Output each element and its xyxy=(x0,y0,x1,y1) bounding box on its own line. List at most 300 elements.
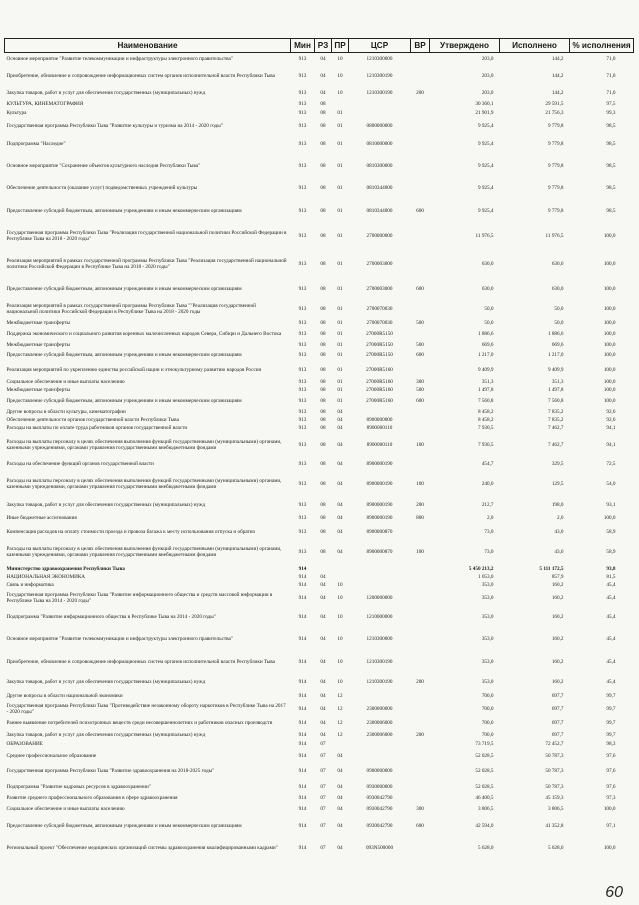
table-row xyxy=(5,280,634,300)
cell-approved: 700,0 xyxy=(481,720,494,727)
cell-pr: 04 xyxy=(337,425,343,432)
cell-name: Реализация мероприятий по укреплению единства российской нации и этнокультурному развитию народов России xyxy=(6,366,262,373)
cell-csr: 0800000000 xyxy=(366,123,393,130)
cell-rz: 08 xyxy=(320,378,326,385)
cell-pr: 01 xyxy=(337,141,343,148)
cell-min: 913 xyxy=(298,408,307,415)
table-row xyxy=(5,119,634,136)
cell-min: 913 xyxy=(298,481,307,488)
column-header-executed: Исполнено xyxy=(500,39,570,53)
table-row xyxy=(5,692,634,703)
cell-pr xyxy=(332,741,349,750)
table-body xyxy=(5,53,634,860)
cell-executed: 50,0 xyxy=(554,305,564,312)
cell-name: Закупка товаров, работ и услуг для обеспечения государственных (муниципальных) нужд xyxy=(6,89,206,96)
cell-pr: 04 xyxy=(337,768,343,775)
cell-name: Другие вопросы в области культуры, кинематографии xyxy=(6,408,126,415)
budget-execution-table-container xyxy=(4,38,633,860)
cell-rz: 08 xyxy=(320,502,326,509)
cell-min: 913 xyxy=(298,366,307,373)
cell-pr: 12 xyxy=(337,705,343,712)
cell-approved: 353,0 xyxy=(481,613,494,620)
cell-approved: 8 458,2 xyxy=(477,416,494,423)
cell-min: 914 xyxy=(298,741,307,748)
cell-pr: 04 xyxy=(337,844,343,851)
cell-name: Расходы на выплаты персоналу в целях обеспечения выполнения функций государственными (муниципальными) органами, казенными учреждениями, органами управления государственными внебюджетными фондами xyxy=(6,439,282,451)
cell-name: Государственная программа Республики Тыва "Развитие культуры и туризма на 2014 - 2020 годы" xyxy=(6,123,223,130)
cell-approved: 50,0 xyxy=(484,305,494,312)
budget-execution-table xyxy=(4,38,634,860)
cell-executed: 45 159,3 xyxy=(545,795,564,802)
cell-pr: 01 xyxy=(337,319,343,326)
cell-csr: 0900000000 xyxy=(366,768,393,775)
cell-vr xyxy=(411,53,430,68)
cell-executed: 329,5 xyxy=(551,461,564,468)
cell-percent: 100,0 xyxy=(603,397,616,404)
cell-pr xyxy=(332,101,349,110)
cell-min: 914 xyxy=(298,823,307,830)
cell-rz: 08 xyxy=(320,341,326,348)
cell-name: Среднее профессиональное образование xyxy=(6,752,97,759)
table-row xyxy=(5,652,634,675)
cell-percent: 100,0 xyxy=(603,366,616,373)
table-row xyxy=(5,591,634,608)
cell-pr: 04 xyxy=(337,752,343,759)
cell-rz xyxy=(315,566,332,574)
cell-executed: 160,2 xyxy=(551,613,564,620)
cell-percent: 92,6 xyxy=(606,408,616,415)
cell-min: 913 xyxy=(298,123,307,130)
cell-pr: 10 xyxy=(337,659,343,666)
cell-executed: 160,2 xyxy=(551,679,564,686)
cell-executed: 9 409,9 xyxy=(547,366,564,373)
cell-csr: 0930042790 xyxy=(366,795,393,802)
cell-pr: 01 xyxy=(337,207,343,214)
cell-vr xyxy=(411,110,430,119)
cell-pr: 10 xyxy=(337,89,343,96)
cell-rz: 08 xyxy=(320,185,326,192)
cell-executed: 630,0 xyxy=(551,285,564,292)
cell-rz: 08 xyxy=(320,330,326,337)
cell-executed: 11 976,5 xyxy=(545,232,564,239)
cell-min: 913 xyxy=(298,442,307,449)
cell-pr: 04 xyxy=(337,806,343,813)
cell-min: 913 xyxy=(298,56,307,63)
column-header-min: Мин xyxy=(291,39,315,53)
cell-csr: 2700003000 xyxy=(366,285,393,292)
cell-executed: 5 628,0 xyxy=(547,844,564,851)
cell-percent: 97,5 xyxy=(606,101,616,108)
cell-vr: 300 xyxy=(416,378,424,385)
cell-pr: 12 xyxy=(337,732,343,739)
cell-approved: 7 560,8 xyxy=(477,397,494,404)
cell-executed: 1 886,6 xyxy=(547,330,564,337)
table-row xyxy=(5,409,634,417)
cell-min: 914 xyxy=(298,659,307,666)
table-row xyxy=(5,300,634,320)
cell-min: 913 xyxy=(298,305,307,312)
cell-rz: 08 xyxy=(320,305,326,312)
table-row xyxy=(5,817,634,838)
cell-name: Основное мероприятие "Развитие телекоммуникации и инфраструктуры электронного правительства" xyxy=(6,635,233,642)
cell-pr: 04 xyxy=(337,442,343,449)
cell-executed: 630,0 xyxy=(551,260,564,267)
table-row xyxy=(5,342,634,350)
cell-percent: 94,1 xyxy=(606,425,616,432)
cell-rz: 04 xyxy=(320,595,326,602)
cell-executed: 697,7 xyxy=(551,732,564,739)
table-row xyxy=(5,472,634,499)
cell-executed: 9 779,8 xyxy=(547,162,564,169)
cell-name: Государственная программа Республики Тыва "Противодействие незаконному обороту наркотиков в Республике Тыва на 2017 - 2020 годы" xyxy=(6,702,286,715)
cell-name: Расходы на обеспечение функций органов государственной власти xyxy=(6,461,154,468)
cell-name: Предоставление субсидий бюджетным, автономным учреждениям и иным некоммерческим организациям xyxy=(6,823,242,830)
cell-rz: 08 xyxy=(320,260,326,267)
cell-csr: 27000R5160 xyxy=(366,366,393,373)
cell-pr: 04 xyxy=(337,408,343,415)
cell-percent: 45,4 xyxy=(606,613,616,620)
cell-name: Обеспечение деятельности (оказание услуг) подведомственных учреждений культуры xyxy=(6,185,198,192)
cell-executed: 198,0 xyxy=(551,502,564,509)
cell-csr: 1200000000 xyxy=(366,595,393,602)
cell-pr: 04 xyxy=(337,502,343,509)
cell-min: 914 xyxy=(298,565,307,572)
cell-name: Реализация мероприятий в рамках государственной программы Республики Тыва "Реализация государственной национальной политики Российской Федерации в Республике Тыва на 2018 - 2020 годы" xyxy=(6,257,287,270)
cell-executed: 5 111 172,5 xyxy=(539,565,564,572)
cell-executed: 1 497,8 xyxy=(547,386,564,393)
cell-min: 914 xyxy=(298,720,307,727)
cell-executed: 7 835,2 xyxy=(547,408,564,415)
cell-approved: 5 450 213,2 xyxy=(468,565,494,572)
cell-approved: 5 628,0 xyxy=(477,844,494,851)
cell-min: 914 xyxy=(298,844,307,851)
table-row xyxy=(5,87,634,101)
cell-vr xyxy=(411,628,430,652)
cell-vr xyxy=(411,703,430,717)
cell-approved: 351,3 xyxy=(481,378,494,385)
table-row xyxy=(5,750,634,764)
cell-csr: 2300006000 xyxy=(366,732,393,739)
cell-csr xyxy=(349,750,411,764)
cell-percent: 100,0 xyxy=(603,330,616,337)
cell-approved: 630,0 xyxy=(481,285,494,292)
cell-rz: 07 xyxy=(320,752,326,759)
table-row xyxy=(5,804,634,817)
column-header-vr: ВР xyxy=(411,39,430,53)
cell-executed: 669,6 xyxy=(551,341,564,348)
cell-csr: 8900000000 xyxy=(366,416,393,423)
cell-name: Поддержка экономического и социального развития коренных малочисленных народов Севера, Сибири и Дальнего Востока xyxy=(6,330,282,337)
cell-name: Подпрограмма "Наследие" xyxy=(6,141,66,148)
cell-vr: 100 xyxy=(416,481,424,488)
column-header-pr: ПР xyxy=(332,39,349,53)
cell-executed: 129,5 xyxy=(551,481,564,488)
cell-rz: 08 xyxy=(320,162,326,169)
cell-executed: 857,9 xyxy=(551,573,564,580)
cell-name: Государственная программа Республики Тыва "Реализация государственной национальной политики Российской Федерации в Республике Тыва на 2018 - 2020 годы" xyxy=(6,229,287,242)
cell-executed: 697,7 xyxy=(551,720,564,727)
cell-rz: 08 xyxy=(320,366,326,373)
cell-csr xyxy=(349,110,411,119)
cell-pr: 12 xyxy=(337,720,343,727)
cell-csr xyxy=(349,574,411,582)
cell-vr xyxy=(411,525,430,541)
cell-min: 913 xyxy=(298,162,307,169)
cell-name: Закупка товаров, работ и услуг для обеспечения государственных (муниципальных) нужд xyxy=(6,732,206,739)
table-row xyxy=(5,717,634,732)
cell-rz: 08 xyxy=(320,386,326,393)
cell-pr: 10 xyxy=(337,595,343,602)
cell-pr: 01 xyxy=(337,185,343,192)
cell-executed: 9 779,8 xyxy=(547,141,564,148)
cell-vr xyxy=(411,459,430,472)
cell-executed: 160,2 xyxy=(551,582,564,589)
cell-min: 913 xyxy=(298,319,307,326)
cell-vr xyxy=(411,692,430,703)
table-row xyxy=(5,566,634,574)
cell-vr: 500 xyxy=(416,386,424,393)
cell-vr xyxy=(411,838,430,860)
cell-approved: 203,0 xyxy=(481,56,494,63)
column-header-csr: ЦСР xyxy=(349,39,411,53)
cell-min: 914 xyxy=(298,693,307,700)
cell-percent: 97,6 xyxy=(606,768,616,775)
cell-executed: 21 756,3 xyxy=(545,110,564,117)
cell-min: 913 xyxy=(298,515,307,522)
table-row xyxy=(5,499,634,514)
cell-executed: 50 787,3 xyxy=(545,752,564,759)
table-row xyxy=(5,434,634,459)
cell-pr: 01 xyxy=(337,260,343,267)
cell-min: 913 xyxy=(298,89,307,96)
cell-vr: 600 xyxy=(416,207,424,214)
cell-rz: 04 xyxy=(320,720,326,727)
cell-csr: 8900000110 xyxy=(366,425,393,432)
cell-csr: 2700070030 xyxy=(366,319,393,326)
cell-executed: 9 779,8 xyxy=(547,207,564,214)
cell-percent: 71,0 xyxy=(606,56,616,63)
cell-min: 914 xyxy=(298,595,307,602)
cell-pr: 10 xyxy=(337,635,343,642)
cell-vr xyxy=(411,155,430,179)
cell-name: Подпрограмма "Развитие кадровых ресурсов в здравоохранении" xyxy=(6,783,151,790)
cell-rz: 04 xyxy=(320,73,326,80)
cell-pr: 04 xyxy=(337,549,343,556)
cell-approved: 1 497,8 xyxy=(477,386,494,393)
cell-pr: 01 xyxy=(337,397,343,404)
cell-pr: 01 xyxy=(337,123,343,130)
cell-percent: 71,0 xyxy=(606,73,616,80)
cell-name: Предоставление субсидий бюджетным, автономным учреждениям и иным некоммерческим организациям xyxy=(6,285,242,292)
cell-vr xyxy=(411,224,430,250)
cell-approved: 52 028,5 xyxy=(475,783,494,790)
cell-csr: 8900000110 xyxy=(366,442,393,449)
cell-percent: 98,5 xyxy=(606,185,616,192)
cell-rz: 08 xyxy=(320,207,326,214)
cell-min: 913 xyxy=(298,528,307,535)
cell-vr xyxy=(411,425,430,434)
cell-pr: 10 xyxy=(337,73,343,80)
cell-csr: 2300006000 xyxy=(366,720,393,727)
cell-csr: 093N500000 xyxy=(365,844,394,851)
cell-vr xyxy=(411,417,430,425)
cell-min: 914 xyxy=(298,783,307,790)
cell-pr: 04 xyxy=(337,823,343,830)
cell-approved: 52 028,5 xyxy=(475,768,494,775)
table-row xyxy=(5,224,634,250)
cell-executed: 2,0 xyxy=(557,515,564,522)
cell-vr xyxy=(411,250,430,280)
cell-approved: 203,0 xyxy=(481,89,494,96)
cell-pr: 01 xyxy=(337,110,343,117)
cell-percent: 81,5 xyxy=(606,573,616,580)
cell-csr xyxy=(349,741,411,750)
cell-min: 913 xyxy=(298,502,307,509)
cell-executed: 43,0 xyxy=(554,528,564,535)
cell-percent: 97,1 xyxy=(606,823,616,830)
cell-vr xyxy=(411,574,430,582)
cell-name: Государственная программа Республики Тыва "Развитие здравоохранения на 2018-2025 годы" xyxy=(6,768,215,775)
cell-executed: 160,2 xyxy=(551,635,564,642)
cell-csr: 8900000870 xyxy=(366,528,393,535)
cell-approved: 353,0 xyxy=(481,635,494,642)
cell-min: 913 xyxy=(298,425,307,432)
cell-pr: 01 xyxy=(337,341,343,348)
cell-rz: 08 xyxy=(320,481,326,488)
cell-approved: 700,0 xyxy=(481,693,494,700)
cell-name: Предоставление субсидий бюджетным, автономным учреждениям и иным некоммерческим организациям xyxy=(6,352,242,359)
cell-csr: 27000R5160 xyxy=(366,378,393,385)
table-row xyxy=(5,703,634,717)
cell-approved: 30 360,1 xyxy=(475,101,494,108)
cell-rz: 08 xyxy=(320,141,326,148)
cell-pr: 04 xyxy=(337,528,343,535)
cell-min: 913 xyxy=(298,101,307,108)
cell-rz: 07 xyxy=(320,823,326,830)
cell-rz: 08 xyxy=(320,442,326,449)
cell-approved: 9 925,4 xyxy=(477,141,494,148)
cell-name: Другие вопросы в области национальной экономики xyxy=(6,693,123,700)
cell-name: КУЛЬТУРА, КИНЕМАТОГРАФИЯ xyxy=(6,101,84,108)
cell-rz: 08 xyxy=(320,352,326,359)
cell-approved: 50,0 xyxy=(484,319,494,326)
cell-csr: 0930000000 xyxy=(366,783,393,790)
cell-approved: 2,0 xyxy=(487,515,494,522)
table-header-row xyxy=(5,39,634,53)
cell-name: Межбюджетные трансферты xyxy=(6,319,71,326)
cell-percent: 99,7 xyxy=(606,705,616,712)
table-row xyxy=(5,541,634,566)
cell-vr xyxy=(411,591,430,608)
cell-rz: 08 xyxy=(320,408,326,415)
cell-executed: 160,2 xyxy=(551,595,564,602)
cell-percent: 45,4 xyxy=(606,595,616,602)
cell-name: Культура xyxy=(6,110,27,117)
cell-name: Региональный проект "Обеспечение медицинских организаций системы здравоохранения квалифицированными кадрами" xyxy=(6,844,278,851)
cell-rz: 04 xyxy=(320,679,326,686)
cell-percent: 94,1 xyxy=(606,442,616,449)
cell-rz: 08 xyxy=(320,425,326,432)
cell-pr: 01 xyxy=(337,330,343,337)
cell-min: 913 xyxy=(298,285,307,292)
cell-pr: 10 xyxy=(337,679,343,686)
cell-rz: 04 xyxy=(320,732,326,739)
cell-percent: 100,0 xyxy=(603,352,616,359)
cell-csr: 1210300000 xyxy=(366,635,393,642)
cell-vr xyxy=(411,179,430,200)
cell-vr: 600 xyxy=(416,285,424,292)
cell-approved: 46 400,5 xyxy=(475,795,494,802)
cell-vr xyxy=(411,566,430,574)
cell-pr xyxy=(332,566,349,574)
cell-executed: 160,2 xyxy=(551,659,564,666)
cell-vr: 600 xyxy=(416,823,424,830)
table-row xyxy=(5,101,634,110)
cell-vr xyxy=(411,781,430,795)
cell-vr xyxy=(411,363,430,379)
cell-approved: 353,0 xyxy=(481,679,494,686)
table-row xyxy=(5,379,634,387)
cell-rz: 08 xyxy=(320,461,326,468)
cell-executed: 144,2 xyxy=(551,89,564,96)
cell-percent: 100,0 xyxy=(603,285,616,292)
cell-rz: 08 xyxy=(320,285,326,292)
cell-percent: 100,0 xyxy=(603,305,616,312)
cell-name: Приобретение, обновление и сопровождение информационных систем органов исполнительной власти Республики Тыва xyxy=(6,659,275,666)
cell-name: Расходы на выплаты по оплате труда работников органов государственной власти xyxy=(6,425,188,432)
cell-vr xyxy=(411,741,430,750)
cell-pr: 01 xyxy=(337,162,343,169)
cell-vr xyxy=(411,119,430,136)
cell-pr: 01 xyxy=(337,386,343,393)
cell-approved: 9 925,4 xyxy=(477,123,494,130)
table-row xyxy=(5,741,634,750)
cell-executed: 144,2 xyxy=(551,73,564,80)
cell-pr: 10 xyxy=(337,56,343,63)
cell-rz: 07 xyxy=(320,741,326,748)
cell-min: 913 xyxy=(298,461,307,468)
cell-vr: 200 xyxy=(416,732,424,739)
cell-approved: 73,0 xyxy=(484,528,494,535)
cell-vr: 200 xyxy=(416,89,424,96)
cell-vr xyxy=(411,136,430,155)
cell-csr xyxy=(349,409,411,417)
column-header-name: Наименование xyxy=(5,39,291,53)
cell-rz: 04 xyxy=(320,573,326,580)
cell-min: 913 xyxy=(298,73,307,80)
cell-rz: 08 xyxy=(320,101,326,108)
cell-percent: 97,3 xyxy=(606,795,616,802)
cell-executed: 41 352,8 xyxy=(545,823,564,830)
cell-min: 914 xyxy=(298,795,307,802)
table-row xyxy=(5,363,634,379)
cell-csr: 2700000000 xyxy=(366,232,393,239)
cell-csr xyxy=(349,101,411,110)
cell-rz: 07 xyxy=(320,844,326,851)
table-row xyxy=(5,136,634,155)
cell-name: Реализация мероприятий в рамках государственной программы Республики Тыва ""Реализация государственной национальной политики Российской Федерации в Республике Тыва на 2018 - 2020 годы xyxy=(6,302,256,315)
cell-pr: 04 xyxy=(337,515,343,522)
cell-executed: 9 779,8 xyxy=(547,123,564,130)
cell-approved: 203,0 xyxy=(481,73,494,80)
cell-percent: 100,0 xyxy=(603,260,616,267)
table-row xyxy=(5,459,634,472)
cell-name: Подпрограмма "Развитие информационного общества в Республике Тыва на 2014 - 2020 годы" xyxy=(6,613,216,620)
cell-percent: 92,6 xyxy=(606,416,616,423)
cell-vr xyxy=(411,68,430,87)
table-row xyxy=(5,250,634,280)
cell-csr: 1210300190 xyxy=(366,659,393,666)
